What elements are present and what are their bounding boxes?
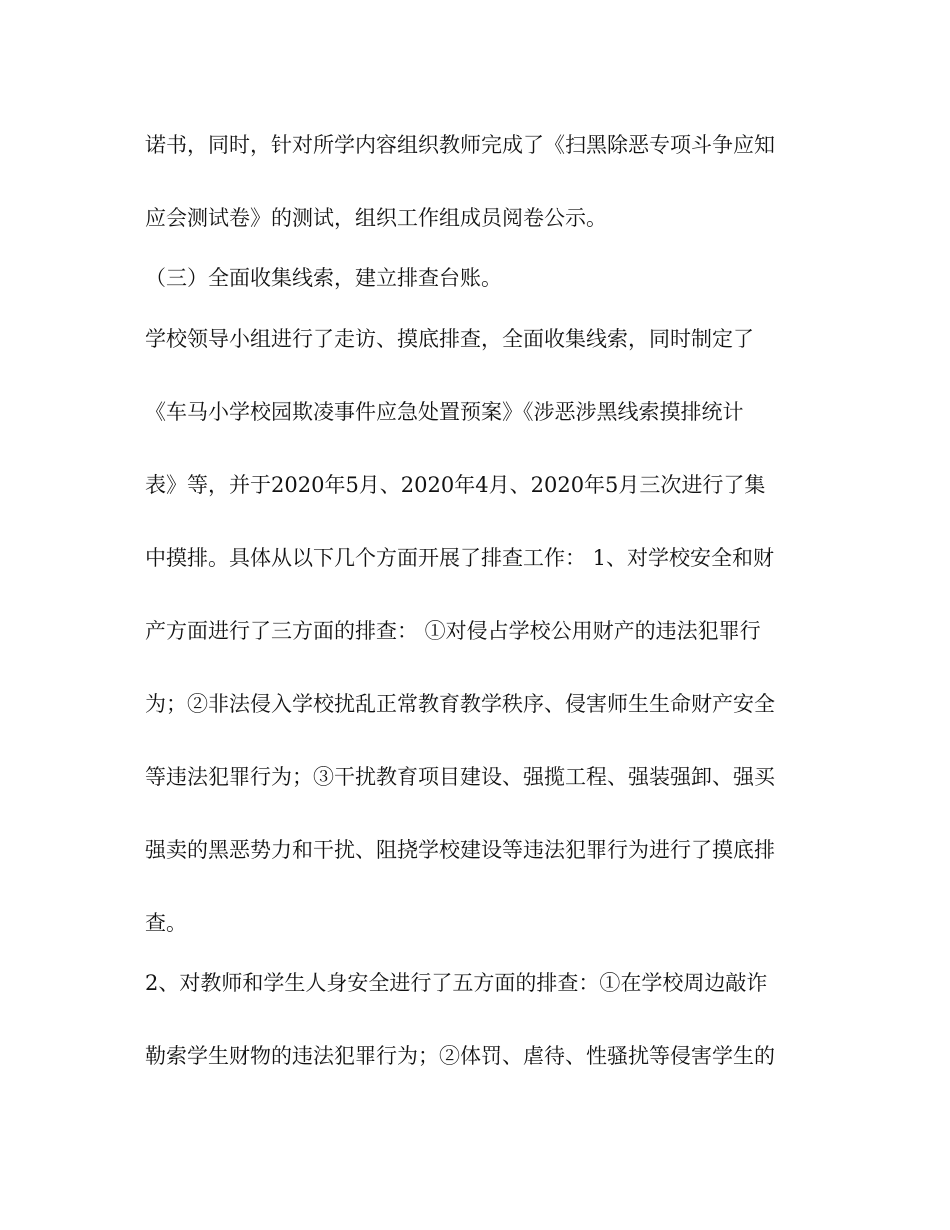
text-line: 等违法犯罪行为；③干扰教育项目建设、强揽工程、强装强卸、强买 — [145, 765, 775, 789]
text-line: 勒索学生财物的违法犯罪行为；②体罚、虐待、性骚扰等侵害学生的 — [145, 1044, 775, 1068]
text-line: 学校领导小组进行了走访、摸底排查，全面收集线索，同时制定了 — [145, 327, 754, 351]
text-line: 查。 — [145, 911, 187, 935]
text-line: 表》等，并于2020年5月、2020年4月、2020年5月三次进行了集 — [145, 473, 766, 497]
text-line: 应会测试卷》的测试，组织工作组成员阅卷公示。 — [145, 206, 607, 230]
text-line: 强卖的黑恶势力和干扰、阻挠学校建设等违法犯罪行为进行了摸底排 — [145, 838, 775, 862]
text-line: 2、对教师和学生人身安全进行了五方面的排查：①在学校周边敲诈 — [145, 971, 768, 995]
section-heading: （三）全面收集线索，建立排查台账。 — [145, 266, 502, 290]
text-line: 诺书，同时，针对所学内容组织教师完成了《扫黑除恶专项斗争应知 — [145, 133, 775, 157]
text-line: 为；②非法侵入学校扰乱正常教育教学秩序、侵害师生生命财产安全 — [145, 692, 775, 716]
text-line: 中摸排。具体从以下几个方面开展了排查工作： 1、对学校安全和财 — [145, 546, 775, 570]
text-line: 产方面进行了三方面的排查： ①对侵占学校公用财产的违法犯罪行 — [145, 619, 761, 643]
text-line: 《车马小学校园欺凌事件应急处置预案》《涉恶涉黑线索摸排统计 — [145, 400, 744, 424]
